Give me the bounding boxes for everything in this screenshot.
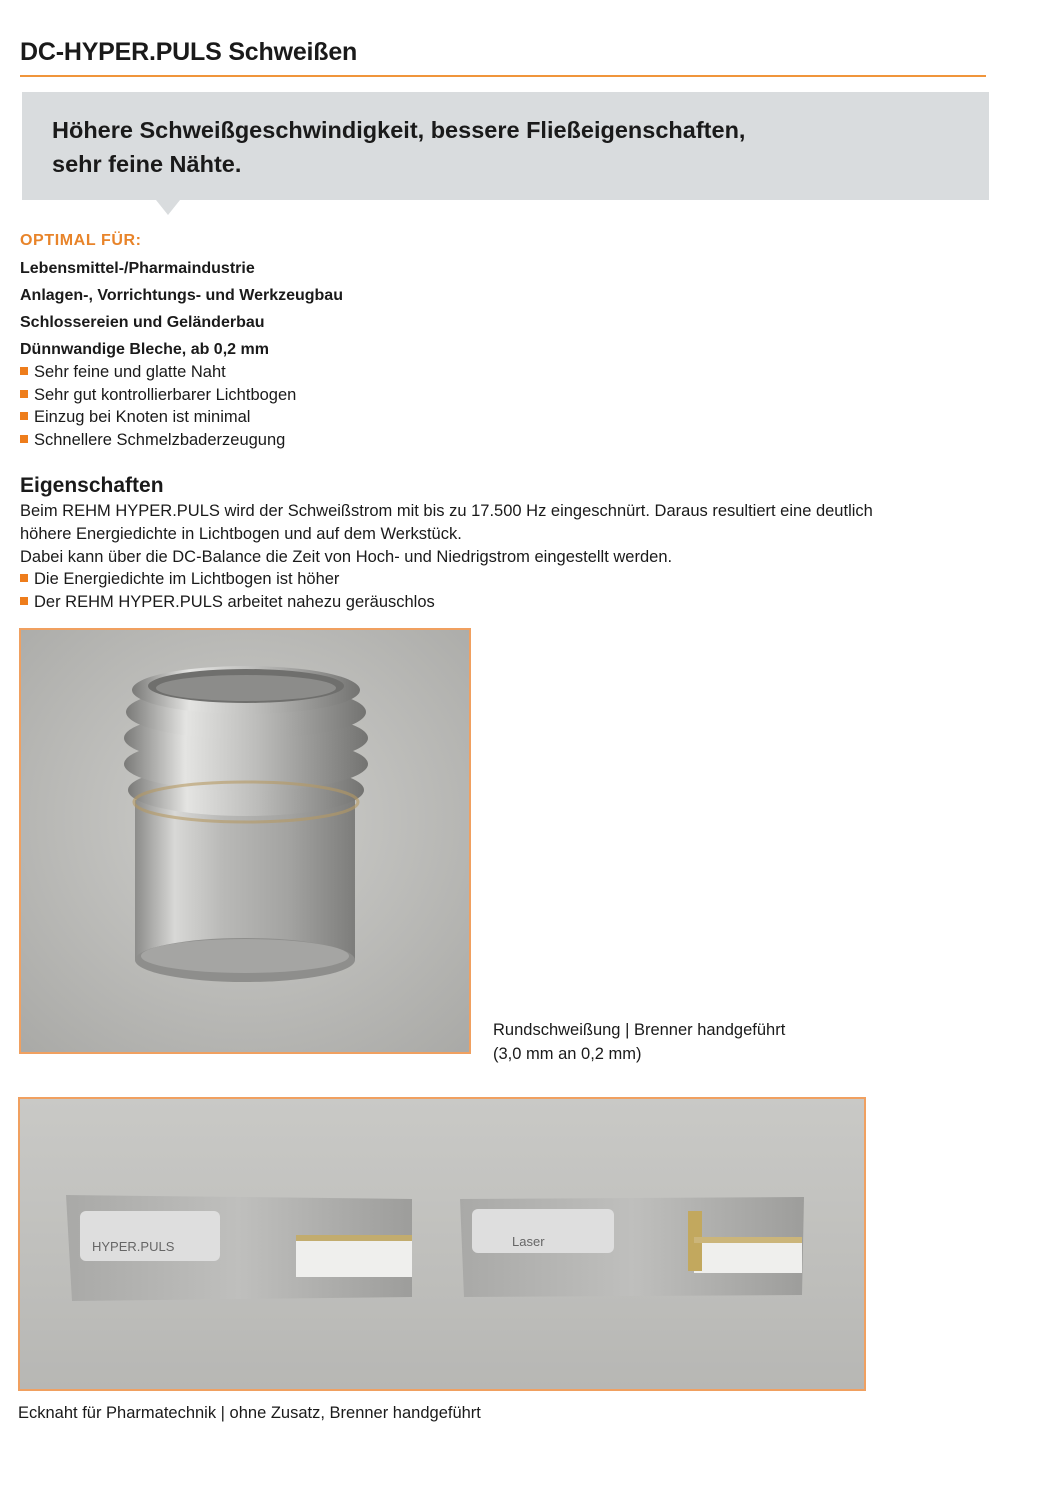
description-paragraph: Dabei kann über die DC-Balance die Zeit von Hoch- und Niedrigstrom eingestellt werden. xyxy=(20,548,673,566)
sample-label-laser: Laser xyxy=(512,1234,545,1249)
benefit-item xyxy=(20,361,296,384)
square-bullet-icon xyxy=(20,435,28,443)
square-bullet-icon xyxy=(20,390,28,398)
square-bullet-icon xyxy=(20,574,28,582)
callout-line-2: sehr feine Nähte. xyxy=(52,151,242,177)
section-heading-eigenschaften: Eigenschaften xyxy=(20,474,164,497)
corner-weld-photo xyxy=(18,1097,866,1391)
application-item: Lebensmittel-/Pharmaindustrie xyxy=(20,260,255,277)
description-paragraph: Beim REHM HYPER.PULS wird der Schweißstrom mit bis zu 17.500 Hz eingeschnürt. Daraus resultiert eine deutlich höhere Energiedichte in Lichtbogen und auf dem Werkstück. xyxy=(20,502,873,543)
application-item: Schlossereien und Geländerbau xyxy=(20,314,265,331)
square-bullet-icon xyxy=(20,367,28,375)
benefit-list xyxy=(20,361,296,452)
sample-label-hyper-puls: HYPER.PULS xyxy=(92,1239,175,1254)
callout-pointer xyxy=(156,200,180,215)
square-bullet-icon xyxy=(20,597,28,605)
square-bullet-icon xyxy=(20,412,28,420)
property-text: Der REHM HYPER.PULS arbeitet nahezu geräuschlos xyxy=(34,592,435,611)
caption-line-1: Rundschweißung | Brenner handgeführt xyxy=(493,1021,786,1039)
benefit-item xyxy=(20,429,296,452)
benefit-text: Einzug bei Knoten ist minimal xyxy=(34,408,251,427)
figure-caption-corner-weld: Ecknaht für Pharmatechnik | ohne Zusatz, Brenner handgeführt xyxy=(18,1404,481,1422)
callout-line-1: Höhere Schweißgeschwindigkeit, bessere Fließeigenschaften, xyxy=(52,117,746,143)
benefit-text: Sehr feine und glatte Naht xyxy=(34,363,226,381)
optimal-heading: OPTIMAL FÜR: xyxy=(20,232,142,249)
callout-headline xyxy=(52,113,952,181)
benefit-item xyxy=(20,384,296,407)
figure-caption-round-weld xyxy=(493,1018,893,1066)
benefit-item xyxy=(20,406,296,429)
caption-line-2: (3,0 mm an 0,2 mm) xyxy=(493,1045,642,1063)
benefit-text: Sehr gut kontrollierbarer Lichtbogen xyxy=(34,385,297,404)
title-divider xyxy=(20,75,986,77)
application-item: Anlagen-, Vorrichtungs- und Werkzeugbau xyxy=(20,287,343,304)
application-item: Dünnwandige Bleche, ab 0,2 mm xyxy=(20,341,269,358)
application-list xyxy=(20,258,343,366)
property-list xyxy=(20,568,435,613)
page-title: DC-HYPER.PULS Schweißen xyxy=(20,38,358,66)
round-weld-photo xyxy=(19,628,471,1054)
property-item xyxy=(20,568,435,591)
property-item xyxy=(20,591,435,614)
bellows-cylinder-image xyxy=(21,630,469,1052)
property-text: Die Energiedichte im Lichtbogen ist höher xyxy=(34,570,340,588)
benefit-text: Schnellere Schmelzbaderzeugung xyxy=(34,431,286,450)
